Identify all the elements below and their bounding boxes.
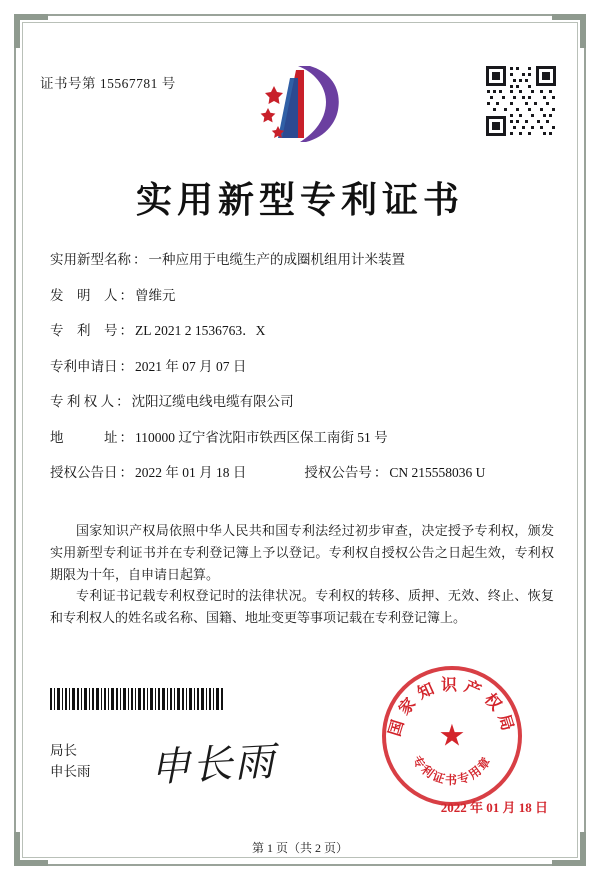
- field-label: 地 址: [50, 429, 118, 445]
- field-label: 授权公告日: [50, 465, 118, 480]
- certificate-number: 证书号第 15567781 号: [40, 76, 176, 91]
- legal-paragraph-1: 国家知识产权局依照中华人民共和国专利法经过初步审查，决定授予专利权，颁发实用新型专利证书并在专利登记簿上予以登记。专利权自授权公告之日起生效，专利权期限为十年，自申请日起算。: [50, 523, 554, 582]
- field-value: 曾维元: [135, 287, 176, 303]
- official-seal: [382, 666, 522, 806]
- field-value: 110000 辽宁省沈阳市铁西区保工南街 51 号: [135, 429, 388, 445]
- field-value: ZL 2021 2 1536763．X: [135, 323, 266, 338]
- director-signature: 申长雨: [149, 738, 278, 792]
- field-row-utility-model-name: [50, 248, 556, 268]
- field-separator: ：: [116, 394, 130, 409]
- field-separator: ：: [119, 465, 133, 480]
- field-row-patent-number: [50, 319, 556, 339]
- field-label: 专 利 权 人: [50, 394, 115, 409]
- field-value: 沈阳辽缆电线电缆有限公司: [131, 394, 294, 409]
- seal-star-icon: ★: [438, 719, 466, 753]
- field-value: 2022 年 01 月 18 日: [135, 465, 247, 480]
- svg-text:国家知识产权局: 国家知识产权局: [384, 675, 520, 739]
- field-label: 专利申请日: [50, 358, 118, 374]
- certificate-fields: [50, 248, 556, 497]
- field-row-address: [50, 426, 556, 446]
- seal-date: 2022 年 01 月 18 日: [440, 800, 548, 815]
- page-footer: 第 1 页（共 2 页）: [251, 841, 348, 855]
- field-label: 实用新型名称: [50, 252, 131, 267]
- seal-text-arc: [382, 666, 522, 806]
- field-label: 专 利 号: [50, 323, 118, 338]
- field-separator: ：: [119, 429, 133, 445]
- page-title: 实用新型专利证书: [135, 179, 464, 221]
- field-label: 发 明 人: [50, 287, 118, 303]
- field-label-announcement-number: 授权公告号: [304, 465, 372, 480]
- field-separator: ：: [373, 465, 388, 480]
- barcode: [50, 688, 226, 710]
- field-row-application-date: [50, 355, 556, 375]
- field-separator: ：: [119, 287, 133, 303]
- corner-ornament-top-left: [14, 14, 48, 48]
- field-separator: ：: [133, 252, 147, 267]
- field-row-inventor: [50, 284, 556, 304]
- field-row-grant-announcement: [50, 461, 556, 481]
- legal-paragraph-2: 专利证书记载专利权登记时的法律状况。专利权的转移、质押、无效、终止、恢复和专利权人的姓名或名称、国籍、地址变更等事项记载在专利登记簿上。: [50, 588, 554, 625]
- field-value-announcement-number: CN 215558036 U: [389, 465, 486, 480]
- cnipa-logo-icon: [252, 60, 348, 146]
- field-row-patentee: [50, 390, 556, 410]
- field-separator: ：: [119, 358, 133, 374]
- field-value: 一种应用于电缆生产的成圈机组用计米装置: [148, 252, 405, 267]
- director-block: [50, 740, 91, 782]
- field-value: 2021 年 07 月 07 日: [135, 358, 247, 374]
- director-name: 申长雨: [50, 764, 91, 779]
- field-separator: ：: [119, 323, 133, 338]
- corner-ornament-top-right: [552, 14, 586, 48]
- qr-code: [484, 64, 558, 138]
- director-label: 局长: [50, 743, 77, 758]
- svg-text:专利证书专用章: 专利证书专用章: [409, 753, 495, 787]
